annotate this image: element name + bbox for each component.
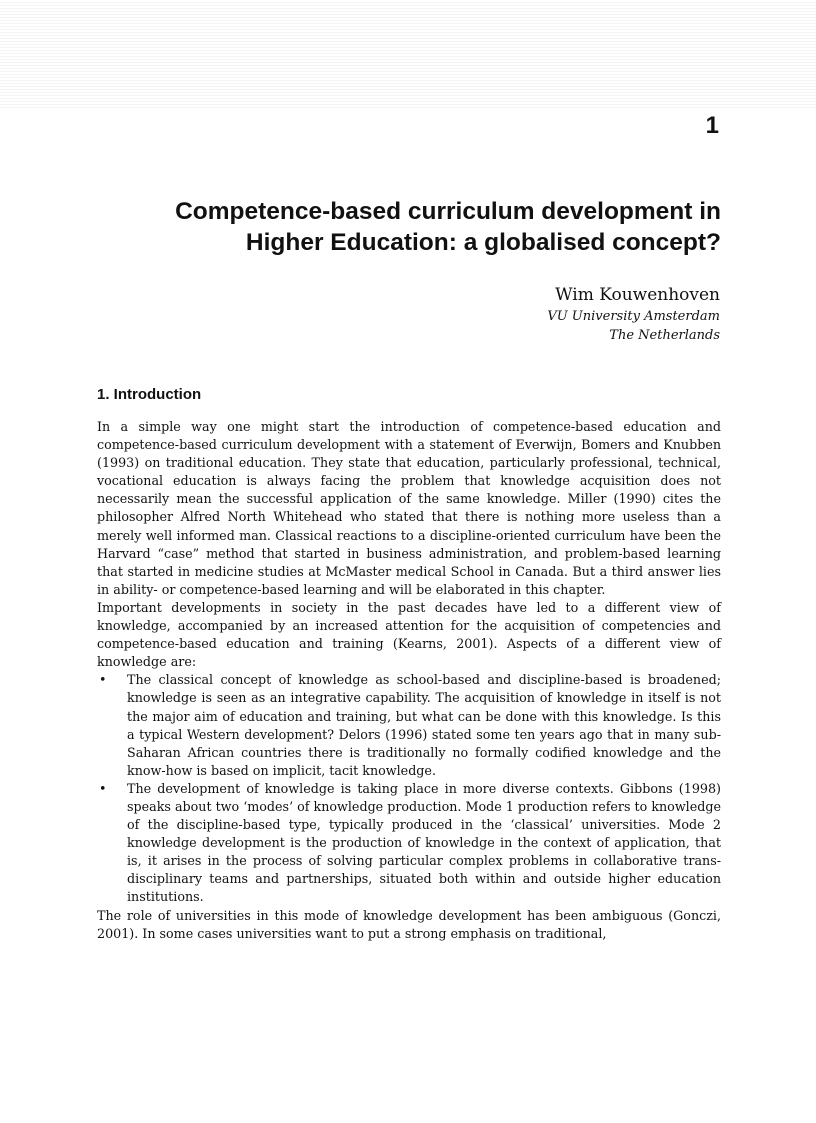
bullet-list xyxy=(97,671,721,906)
list-item xyxy=(97,671,721,780)
chapter-title-line-1: Competence-based curriculum development in xyxy=(175,198,721,225)
list-item xyxy=(97,780,721,907)
list-item-text: The development of knowledge is taking place in more diverse contexts. Gibbons (1998) speaks about two ‘modes’ of knowledge production. Mode 1 production refers to knowledge of the discipline-based type, typically produced in the ‘classical’ universities. Mode 2 knowledge development is the production of knowledge in the context of application, that is, it arises in the process of solving particular complex problems in collaborative trans-disciplinary teams and partnerships, situated both within and outside higher education institutions. xyxy=(127,780,721,905)
chapter-title-line-2: Higher Education: a globalised concept? xyxy=(245,229,721,256)
paragraph: Important developments in society in the past decades have led to a different view of knowledge, accompanied by an increased attention for the acquisition of competencies and competence-based education and training (Kearns, 2001). Aspects of a different view of knowledge are: xyxy=(97,599,721,670)
bullet-icon: • xyxy=(99,672,107,688)
chapter-title xyxy=(96,196,721,258)
author-affiliation: VU University Amsterdam xyxy=(547,309,720,324)
author-block xyxy=(547,283,720,345)
author-country: The Netherlands xyxy=(609,328,720,343)
section-heading: 1. Introduction xyxy=(97,386,202,403)
page-header-band xyxy=(0,0,816,108)
list-item-text: The classical concept of knowledge as school-based and discipline-based is broadened; knowledge is seen as an integrative capability. The acquisition of knowledge in itself is not the major aim of education and training, but what can be done with this knowledge. Is this a typical Western development? Delors (1996) stated some ten years ago that in many sub- Saharan African countries there is traditionally no formally codified knowledge and the know-how is based on implicit, tacit knowledge. xyxy=(127,672,721,778)
author-name: Wim Kouwenhoven xyxy=(555,285,720,305)
bullet-icon: • xyxy=(99,780,107,796)
chapter-number: 1 xyxy=(705,112,719,139)
paragraph: In a simple way one might start the introduction of competence-based education and competence-based curriculum development with a statement of Everwijn, Bomers and Knubben (1993) on traditional education. They state that education, particularly professional, technical, vocational education is always facing the problem that knowledge acquisition does not necessarily mean the successful application of the same knowledge. Miller (1990) cites the philosopher Alfred North Whitehead who stated that there is nothing more useless than a merely well informed man. Classical reactions to a discipline-oriented curriculum have been the Harvard “case” method that started in business administration, and problem-based learning that started in medicine studies at McMaster medical School in Canada. But a third answer lies in ability- or competence-based learning and will be elaborated in this chapter. xyxy=(97,419,721,597)
body-text xyxy=(97,418,721,943)
paragraph: The role of universities in this mode of knowledge development has been ambiguous (Gonczi, 2001). In some cases universities want to put a strong emphasis on traditional, xyxy=(97,907,721,941)
